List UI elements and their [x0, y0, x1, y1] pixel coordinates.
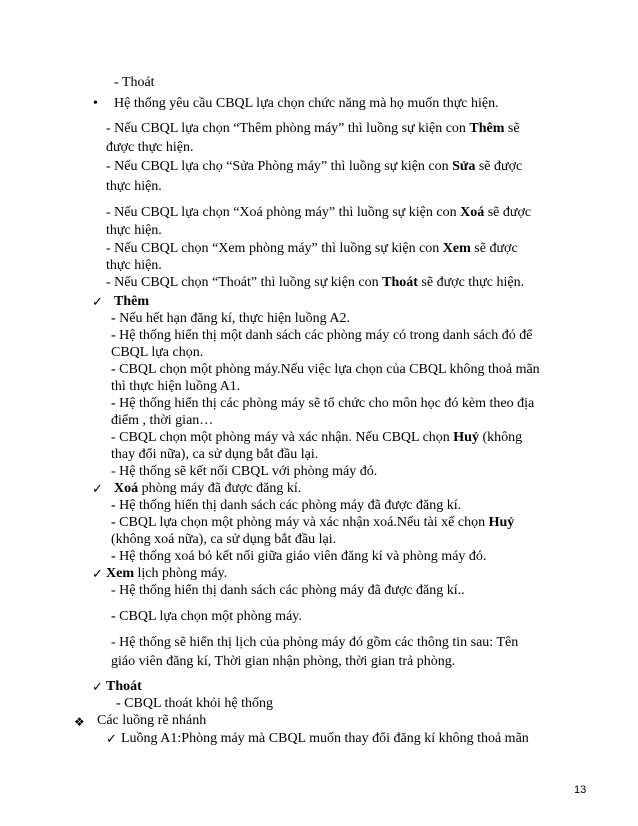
text-line — [106, 158, 522, 175]
text-line — [111, 378, 240, 395]
text-line — [111, 429, 522, 446]
text-run: CBQL lựa chọn. — [111, 345, 204, 360]
text-line — [111, 514, 514, 531]
text-run: - Nếu CBQL lựa chọn “Thêm phòng máy” thì luồng sự kiện con — [106, 121, 470, 136]
text-line — [111, 463, 377, 480]
text-line — [114, 95, 499, 112]
bold-text-run: - — [111, 515, 120, 530]
bold-text-run: Huỷ — [453, 430, 479, 445]
text-run: sẽ — [504, 121, 520, 136]
bold-text-run: Thêm — [469, 121, 505, 136]
text-line — [106, 139, 194, 156]
text-run: - Hệ thống sẽ hiển thị lịch của phòng máy đó gồm các thông tin sau: Tên — [111, 635, 519, 650]
text-line — [114, 293, 149, 310]
text-run: Hệ thống hiển thị danh sách các phòng máy đã được đăng kí. — [119, 498, 462, 513]
text-line — [116, 695, 273, 712]
text-run: CBQL thoát khỏi hệ thống — [124, 696, 273, 711]
bold-text-run: - — [111, 311, 120, 326]
text-line — [111, 395, 534, 412]
text-line — [111, 497, 461, 514]
bold-text-run: Sửa — [452, 159, 476, 174]
bold-text-run: Xoá — [114, 481, 139, 496]
text-run: Hệ thống hiển thị các phòng máy sẽ tổ chức cho môn học đó kèm theo địa — [119, 396, 535, 411]
check-icon: ✓ — [92, 295, 103, 310]
bold-text-run: - — [116, 696, 125, 711]
bold-text-run: Thêm — [114, 294, 149, 309]
text-line — [111, 608, 302, 625]
text-line — [111, 446, 318, 463]
text-line — [106, 565, 227, 582]
text-line — [111, 634, 518, 651]
bold-text-run: - — [111, 549, 120, 564]
text-run: Nếu hết hạn đăng kí, thực hiện luồng A2. — [119, 311, 350, 326]
check-icon: ✓ — [92, 567, 103, 582]
text-line — [111, 344, 203, 361]
text-line — [111, 548, 486, 565]
text-line — [106, 257, 162, 274]
text-run: CBQL lựa chọn một phòng máy. — [119, 609, 302, 624]
text-run: sẽ được — [470, 241, 518, 256]
text-run: sẽ được — [484, 205, 532, 220]
text-run: thì thực hiện luồng A1. — [111, 379, 241, 394]
text-run: Luồng A1:Phòng máy mà CBQL muốn thay đổi đăng kí không thoả mãn — [121, 731, 529, 746]
text-run: sẽ được thực hiện. — [417, 275, 525, 290]
text-line — [121, 730, 529, 747]
text-line — [111, 582, 465, 599]
text-line — [111, 653, 455, 670]
text-run: thực hiện. — [106, 223, 162, 238]
text-line — [106, 678, 142, 695]
text-run: thực hiện. — [106, 179, 162, 194]
text-line — [111, 310, 350, 327]
text-line — [111, 531, 336, 548]
text-line — [111, 412, 213, 429]
text-line — [97, 712, 206, 729]
text-run: (không — [478, 430, 523, 445]
check-icon: ✓ — [106, 732, 117, 747]
bold-text-run: - — [111, 328, 120, 343]
bold-text-run: Thoát — [382, 275, 418, 290]
text-run: - Nếu CBQL lựa chọ “Sửa Phòng máy” thì luồng sự kiện con — [106, 159, 453, 174]
bold-text-run: Xoá — [460, 205, 485, 220]
bold-text-run: - — [111, 498, 120, 513]
text-run: - Thoát — [114, 75, 155, 90]
bold-text-run: - — [111, 609, 120, 624]
bullet-marker: • — [93, 96, 98, 111]
text-run: - Nếu CBQL chọn “Thoát” thì luồng sự kiện con — [106, 275, 383, 290]
text-run: - Hệ thống hiển thị danh sách các phòng máy đã được đăng kí.. — [111, 583, 465, 598]
text-run: Hệ thống hiển thị một danh sách các phòng máy có trong danh sách đó để — [119, 328, 533, 343]
text-run: thực hiện. — [106, 258, 162, 273]
text-run: thay đổi nữa), ca sử dụng bắt đầu lại. — [111, 447, 319, 462]
bold-text-run: Thoát — [106, 679, 142, 694]
bold-text-run: Xem — [442, 241, 471, 256]
text-run: Hệ thống yêu cầu CBQL lựa chọn chức năng mà họ muốn thực hiện. — [114, 96, 499, 111]
text-run: Các luồng rẽ nhánh — [97, 713, 207, 728]
text-line — [106, 120, 520, 137]
text-line — [111, 361, 540, 378]
check-icon: ✓ — [92, 482, 103, 497]
diamond-bullet-icon: ❖ — [74, 715, 85, 729]
text-run: lịch phòng máy. — [134, 566, 228, 581]
text-line — [106, 240, 518, 257]
text-run: được thực hiện. — [106, 140, 194, 155]
text-run: CBQL chọn một phòng máy.Nếu việc lựa chọn của CBQL không thoả mãn — [119, 362, 540, 377]
bold-text-run: - — [111, 362, 120, 377]
text-line — [111, 327, 532, 344]
text-run: CBQL lựa chọn một phòng máy và xác nhận xoá.Nếu tài xế chọn — [119, 515, 489, 530]
text-line — [114, 480, 301, 497]
text-line — [106, 222, 162, 239]
page-number: 13 — [574, 784, 587, 796]
text-run: điểm , thời gian… — [111, 413, 214, 428]
text-line — [106, 178, 162, 195]
text-run: giáo viên đăng kí, Thời gian nhận phòng, thời gian trả phòng. — [111, 654, 456, 669]
text-run: - Hệ thống sẽ kết nối CBQL với phòng máy đó. — [111, 464, 378, 479]
bold-text-run: Xem — [106, 566, 134, 581]
text-run: Hệ thống xoá bỏ kết nối giữa giáo viên đăng kí và phòng máy đó. — [119, 549, 487, 564]
text-run: sẽ được — [475, 159, 523, 174]
bold-text-run: - — [111, 396, 120, 411]
text-run: - Nếu CBQL chọn “Xem phòng máy” thì luồng sự kiện con — [106, 241, 443, 256]
text-run: - CBQL chọn một phòng máy và xác nhận. Nếu CBQL chọn — [111, 430, 454, 445]
text-line — [114, 74, 155, 91]
text-run: phòng máy đã được đăng kí. — [138, 481, 302, 496]
text-run: - Nếu CBQL lựa chọn “Xoá phòng máy” thì luồng sự kiện con — [106, 205, 461, 220]
text-line — [106, 274, 524, 291]
bold-text-run: Huỷ — [488, 515, 515, 530]
text-line — [106, 204, 531, 221]
text-run: (không xoá nữa), ca sử dụng bắt đầu lại. — [111, 532, 337, 547]
check-icon: ✓ — [92, 680, 103, 695]
